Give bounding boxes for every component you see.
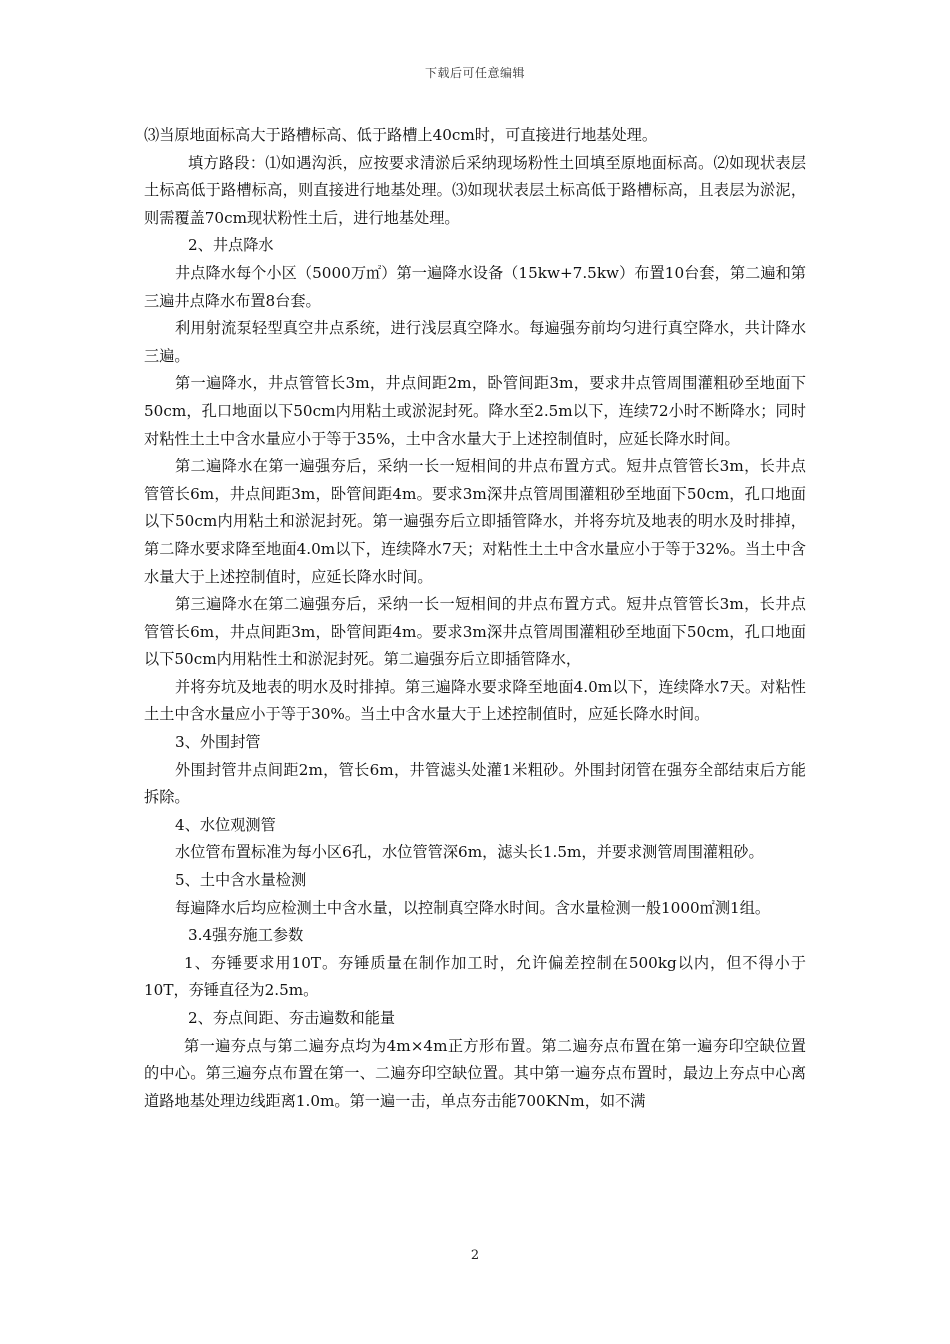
section-heading: 3、外围封管	[175, 733, 261, 752]
paragraph: 外围封管井点间距2m，管长6m，井管滤头处灌1米粗砂。外围封闭管在强夯全部结束后方能拆除。	[144, 760, 806, 807]
section-heading: 2、夯点间距、夯击遍数和能量	[188, 1009, 396, 1027]
paragraph: 第一遍夯点与第二遍夯点均为4m×4m正方形布置。第二遍夯点布置在第一遍夯印空缺位置的中心。第三遍夯点布置在第一、二遍夯印空缺位置。其中第一遍夯点布置时，最边上夯点中心离道路地基处理边线距离1.0m。第一遍一击，单点夯击能700KNm，如不满	[144, 1036, 806, 1110]
paragraph: 每遍降水后均应检测土中含水量，以控制真空降水时间。含水量检测一般1000㎡测1组。	[175, 898, 771, 917]
page-number: 2	[470, 1248, 480, 1263]
paragraph: 利用射流泵轻型真空井点系统，进行浅层真空降水。每遍强夯前均匀进行真空降水，共计降水三遍。	[144, 319, 806, 365]
paragraph: 并将夯坑及地表的明水及时排掉。第三遍降水要求降至地面4.0m以下，连续降水7天。对粘性土土中含水量应小于等于30%。当土中含水量大于上述控制值时，应延长降水时间。	[144, 677, 806, 724]
paragraph: 第二遍降水在第一遍强夯后，采纳一长一短相间的井点布置方式。短井点管管长3m，长井点管管长6m，井点间距3m，卧管间距4m。要求3m深井点管周围灌粗砂至地面下50cm，孔口地面以下50cm内用粘土和淤泥封死。第一遍强夯后立即插管降水，并将夯坑及地表的明水及时排掉，第二降水要求降至地面4.0m以下，连续降水7天；对粘性土土中含水量应小于等于32%。当土中含水量大于上述控制值时，应延长降水时间。	[144, 457, 806, 586]
paragraph: 水位管布置标准为每小区6孔，水位管管深6m，滤头长1.5m，并要求测管周围灌粗砂。	[175, 843, 764, 862]
section-heading: 2、井点降水	[188, 236, 274, 255]
paragraph: 1、夯锤要求用10T。夯锤质量在制作加工时，允许偏差控制在500kg以内，但不得小于10T，夯锤直径为2.5m。	[144, 953, 806, 1000]
section-heading: 5、土中含水量检测	[175, 871, 307, 890]
paragraph: 填方路段：⑴如遇沟浜，应按要求清淤后采纳现场粉性土回填至原地面标高。⑵如现状表层土标高低于路槽标高，则直接进行地基处理。⑶如现状表层土标高低于路槽标高，且表层为淤泥，则需覆盖70cm现状粉性土后，进行地基处理。	[144, 153, 806, 227]
paragraph: 第三遍降水在第二遍强夯后，采纳一长一短相间的井点布置方式。短井点管管长3m，长井点管管长6m，井点间距3m，卧管间距4m。要求3m深井点管周围灌粗砂至地面下50cm，孔口地面以下50cm内用粘性土和淤泥封死。第二遍强夯后立即插管降水，	[144, 595, 806, 669]
paragraph: ⑶当原地面标高大于路槽标高、低于路槽上40cm时，可直接进行地基处理。	[144, 126, 658, 144]
page-header: 下载后可任意编辑	[424, 66, 525, 80]
section-heading: 4、水位观测管	[175, 815, 276, 834]
document-body	[144, 122, 806, 1115]
paragraph: 第一遍降水，井点管管长3m，井点间距2m，卧管间距3m，要求井点管周围灌粗砂至地面下50cm，孔口地面以下50cm内用粘土或淤泥封死。降水至2.5m以下，连续72小时不断降水；同时对粘性土土中含水量应小于等于35%，土中含水量大于上述控制值时，应延长降水时间。	[144, 374, 806, 448]
paragraph: 井点降水每个小区（5000万㎡）第一遍降水设备（15kw+7.5kw）布置10台套，第二遍和第三遍井点降水布置8台套。	[144, 263, 806, 310]
section-heading: 3.4强夯施工参数	[188, 926, 304, 945]
